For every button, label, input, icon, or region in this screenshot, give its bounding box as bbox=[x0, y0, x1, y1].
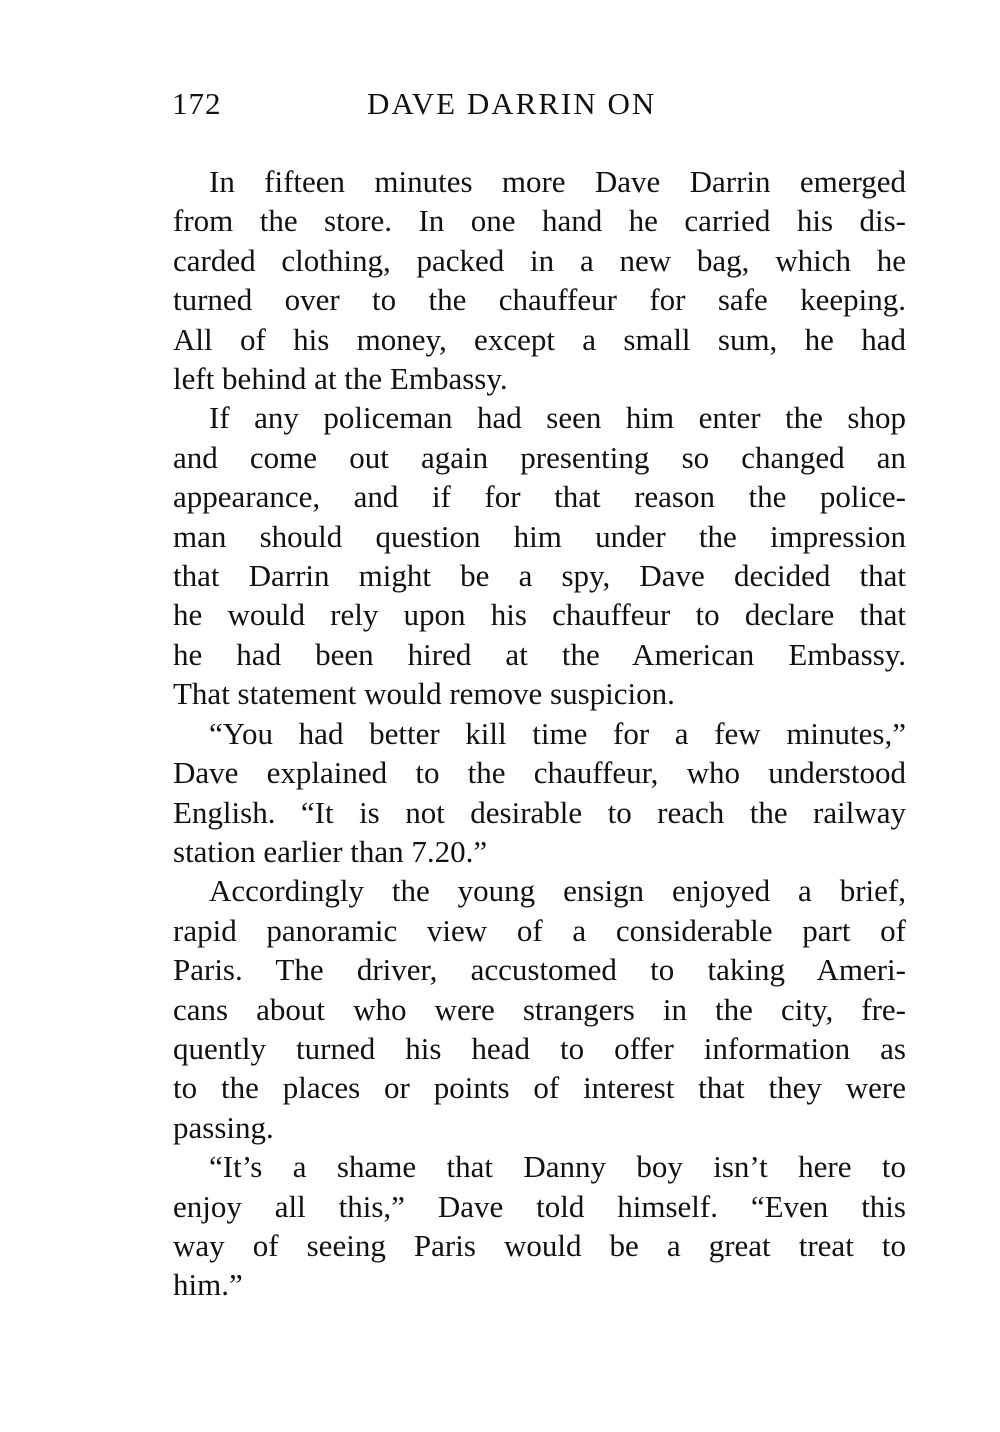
text-line: carded clothing, packed in a new bag, which he bbox=[173, 242, 906, 278]
text-line: he had been hired at the American Embassy. bbox=[173, 636, 906, 672]
text-line: cans about who were strangers in the city, fre- bbox=[173, 991, 906, 1027]
paragraph bbox=[173, 398, 906, 713]
text-line: that Darrin might be a spy, Dave decided that bbox=[173, 558, 906, 594]
text-line: rapid panoramic view of a considerable part of bbox=[173, 912, 906, 948]
text-line: Dave explained to the chauffeur, who understood bbox=[173, 755, 906, 791]
paragraph bbox=[173, 1147, 906, 1305]
text-line: way of seeing Paris would be a great treat to bbox=[173, 1227, 906, 1263]
text-line: “It’s a shame that Danny boy isn’t here to bbox=[209, 1149, 906, 1185]
text-line: and come out again presenting so changed an bbox=[173, 439, 906, 475]
text-line: Paris. The driver, accustomed to taking Ameri- bbox=[173, 952, 906, 988]
text-line: from the store. In one hand he carried his dis- bbox=[173, 203, 906, 239]
paragraph bbox=[173, 714, 906, 872]
body-text bbox=[173, 162, 906, 1305]
text-line: left behind at the Embassy. bbox=[173, 361, 508, 397]
text-line: man should question him under the impression bbox=[173, 518, 906, 554]
text-line: That statement would remove suspicion. bbox=[173, 676, 675, 712]
text-line: Accordingly the young ensign enjoyed a brief, bbox=[209, 873, 906, 909]
text-line: English. “It is not desirable to reach the railway bbox=[173, 794, 906, 830]
text-line: turned over to the chauffeur for safe keeping. bbox=[173, 282, 906, 318]
text-line: In fifteen minutes more Dave Darrin emerged bbox=[209, 164, 906, 199]
text-line: quently turned his head to offer information as bbox=[173, 1030, 906, 1066]
text-line: enjoy all this,” Dave told himself. “Even this bbox=[173, 1188, 906, 1224]
text-line: station earlier than 7.20.” bbox=[173, 833, 488, 869]
text-line: If any policeman had seen him enter the shop bbox=[209, 400, 906, 436]
text-line: to the places or points of interest that they were bbox=[173, 1070, 906, 1106]
paragraph bbox=[173, 871, 906, 1147]
text-line: him.” bbox=[173, 1267, 243, 1303]
text-line: All of his money, except a small sum, he had bbox=[173, 321, 906, 357]
running-title: DAVE DARRIN ON bbox=[367, 86, 657, 121]
paragraph bbox=[173, 162, 906, 398]
text-line: passing. bbox=[173, 1109, 274, 1145]
text-line: he would rely upon his chauffeur to declare that bbox=[173, 597, 906, 633]
text-line: “You had better kill time for a few minutes,” bbox=[209, 715, 906, 751]
page-header bbox=[172, 82, 732, 126]
page-number: 172 bbox=[172, 86, 222, 121]
text-line: appearance, and if for that reason the police- bbox=[173, 479, 906, 515]
